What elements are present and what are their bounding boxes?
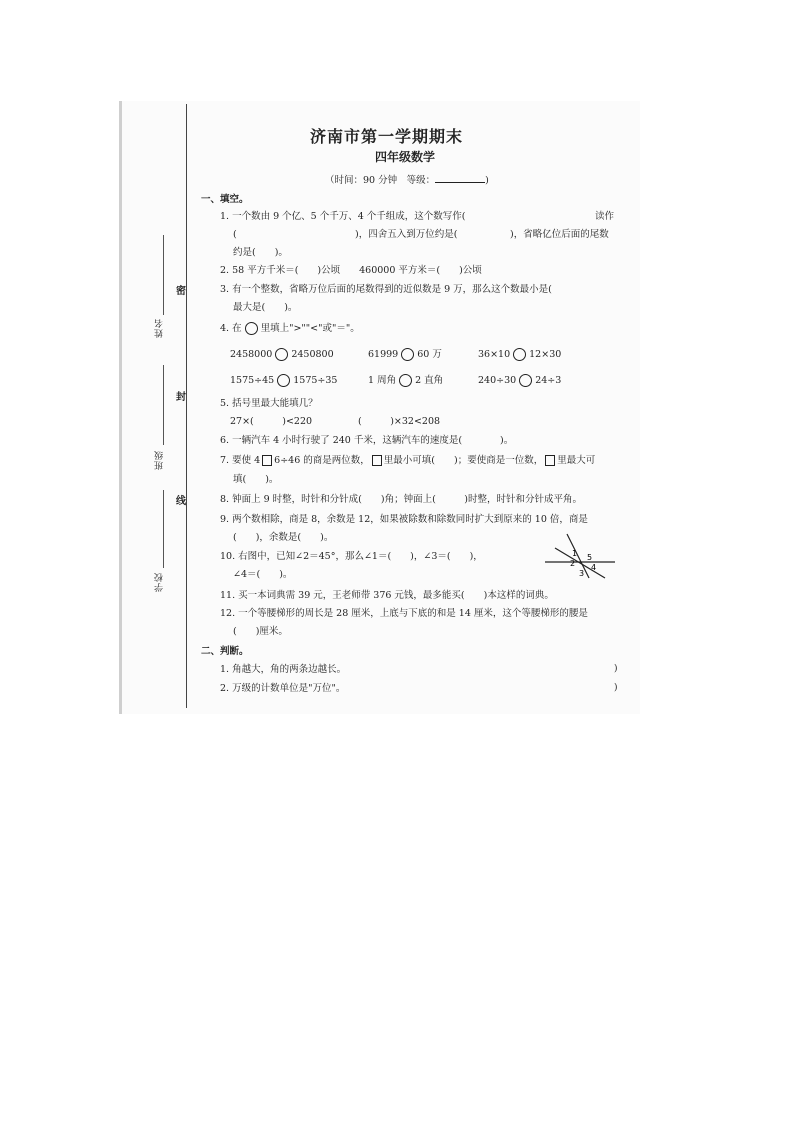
section2-title: 二、判断。 <box>201 646 249 657</box>
page-edge <box>119 101 122 714</box>
angle-label: 1 <box>572 549 578 558</box>
q4-r1-b-right: 60 万 <box>417 349 442 360</box>
seal-xian: 线 <box>176 496 186 507</box>
section1-title: 一、填空。 <box>201 194 249 205</box>
q4-row1-a <box>230 348 334 361</box>
compare-circle[interactable] <box>275 348 288 361</box>
q12-line2: ( )厘米。 <box>233 626 288 637</box>
q4-r2-c-right: 24÷3 <box>535 375 562 386</box>
q9-line2: ( )，余数是( )。 <box>233 532 334 543</box>
page-title: 济南市第一学期期末 <box>310 127 464 146</box>
page-subtitle: 四年级数学 <box>375 150 436 164</box>
class-line <box>163 365 164 445</box>
q4-row2-c <box>478 374 561 387</box>
judge-1: 1. 角越大，角的两条边越长。 <box>220 664 347 675</box>
angle-label: 2 <box>570 559 576 568</box>
box-blank[interactable] <box>372 455 382 466</box>
school-line <box>163 490 164 568</box>
q2: 2. 58 平方千米＝( )公顷 460000 平方米＝( )公顷 <box>220 265 482 276</box>
q4-title <box>220 322 360 335</box>
q4-r2-b-left: 1 周角 <box>368 375 397 386</box>
figure-line-steep <box>567 534 589 578</box>
box-blank[interactable] <box>262 455 272 466</box>
compare-circle[interactable] <box>401 348 414 361</box>
q5-title: 5. 括号里最大能填几？ <box>220 398 318 409</box>
judge-2: 2. 万级的计数单位是"万位"。 <box>220 683 346 694</box>
q10-line2: ∠4＝( )。 <box>233 569 293 580</box>
q3-line1: 3. 有一个整数，省略万位后面的尾数得到的近似数是 9 万，那么这个数最小是( <box>220 284 552 295</box>
q7-c: 里最小可填( )；要使商是一位数， <box>383 455 544 466</box>
q4-r2-c-left: 240÷30 <box>478 375 517 386</box>
grade-blank <box>435 173 485 183</box>
name-label: 姓名 <box>155 318 165 338</box>
q4-r1-b-left: 61999 <box>368 349 399 360</box>
school-label: 学校 <box>155 572 165 592</box>
q9-line1: 9. 两个数相除，商是 8，余数是 12，如果被除数和除数同时扩大到原来的 10 倍，商是 <box>220 514 588 525</box>
q4-row2-a <box>230 374 337 387</box>
q1-line2-open: ( <box>233 229 237 240</box>
q7-b: 6÷46 的商是两位数， <box>274 455 370 466</box>
q8: 8. 钟面上 9 时整，时针和分针成( )角；钟面上( )时整，时针和分针成平角。 <box>220 494 582 505</box>
q11: 11. 买一本词典需 39 元，王老师带 376 元钱，最多能买( )本这样的词典。 <box>220 590 554 601</box>
exam-info: （时间：90 分钟 等级： ) <box>325 175 489 186</box>
q7-a: 7. 要使 4 <box>220 455 261 466</box>
q1-read-label: 读作 <box>595 211 615 222</box>
q12-line1: 12. 一个等腰梯形的周长是 28 厘米，上底与下底的和是 14 厘米，这个等腰梯形的腰是 <box>220 608 588 619</box>
q1-line2-mid: )，四舍五入到万位约是( <box>355 229 458 240</box>
q4-r2-a-left: 1575÷45 <box>230 375 275 386</box>
q7-line2: 填( )。 <box>233 474 279 485</box>
q4-r2-b-right: 2 直角 <box>415 375 444 386</box>
q4-row1-b <box>368 348 442 361</box>
box-blank[interactable] <box>545 455 555 466</box>
judge-2-paren: ) <box>614 683 618 693</box>
q4-title-b: 里填上">""<"或"＝"。 <box>260 323 360 334</box>
compare-circle[interactable] <box>513 348 526 361</box>
q4-row1-c <box>478 348 561 361</box>
angle-label: 4 <box>591 563 597 572</box>
q6: 6. 一辆汽车 4 小时行驶了 240 千米，这辆汽车的速度是( )。 <box>220 435 514 446</box>
q7-d: 里最大可 <box>557 455 596 466</box>
name-line <box>163 235 164 315</box>
q4-r1-a-left: 2458000 <box>230 349 273 360</box>
q5-a: 27×( )<220 <box>230 416 313 427</box>
angle-label: 3 <box>579 569 585 578</box>
binding-line <box>186 104 187 708</box>
q4-r1-c-right: 12×30 <box>529 349 562 360</box>
exam-info-text: （时间：90 分钟 等级： <box>325 175 436 186</box>
judge-1-paren: ) <box>614 664 618 674</box>
seal-mi: 密 <box>176 286 186 297</box>
q3-line2: 最大是( )。 <box>233 302 298 313</box>
q4-r1-a-right: 2450800 <box>291 349 334 360</box>
q4-row2-b <box>368 374 443 387</box>
seal-feng: 封 <box>176 392 186 403</box>
q4-r1-c-left: 36×10 <box>478 349 511 360</box>
class-label: 班级 <box>155 450 165 470</box>
q5-b: ( )×32<208 <box>358 416 441 427</box>
angle-label: 5 <box>587 553 593 562</box>
q1-line2-end: )，省略亿位后面的尾数 <box>510 229 609 240</box>
q1-line3: 约是( )。 <box>233 247 288 258</box>
q4-r2-a-right: 1575÷35 <box>293 375 338 386</box>
circle-icon <box>245 322 258 335</box>
scanned-page <box>119 101 640 714</box>
q7-line1 <box>220 455 595 467</box>
compare-circle[interactable] <box>399 374 412 387</box>
compare-circle[interactable] <box>519 374 532 387</box>
q4-title-a: 4. 在 <box>220 323 242 334</box>
q10-line1: 10. 右图中，已知∠2＝45°，那么∠1＝( )，∠3＝( )， <box>220 551 483 562</box>
angle-figure <box>545 532 615 580</box>
compare-circle[interactable] <box>277 374 290 387</box>
q1-line1: 1. 一个数由 9 个亿、5 个千万、4 个千组成，这个数写作( <box>220 211 466 222</box>
